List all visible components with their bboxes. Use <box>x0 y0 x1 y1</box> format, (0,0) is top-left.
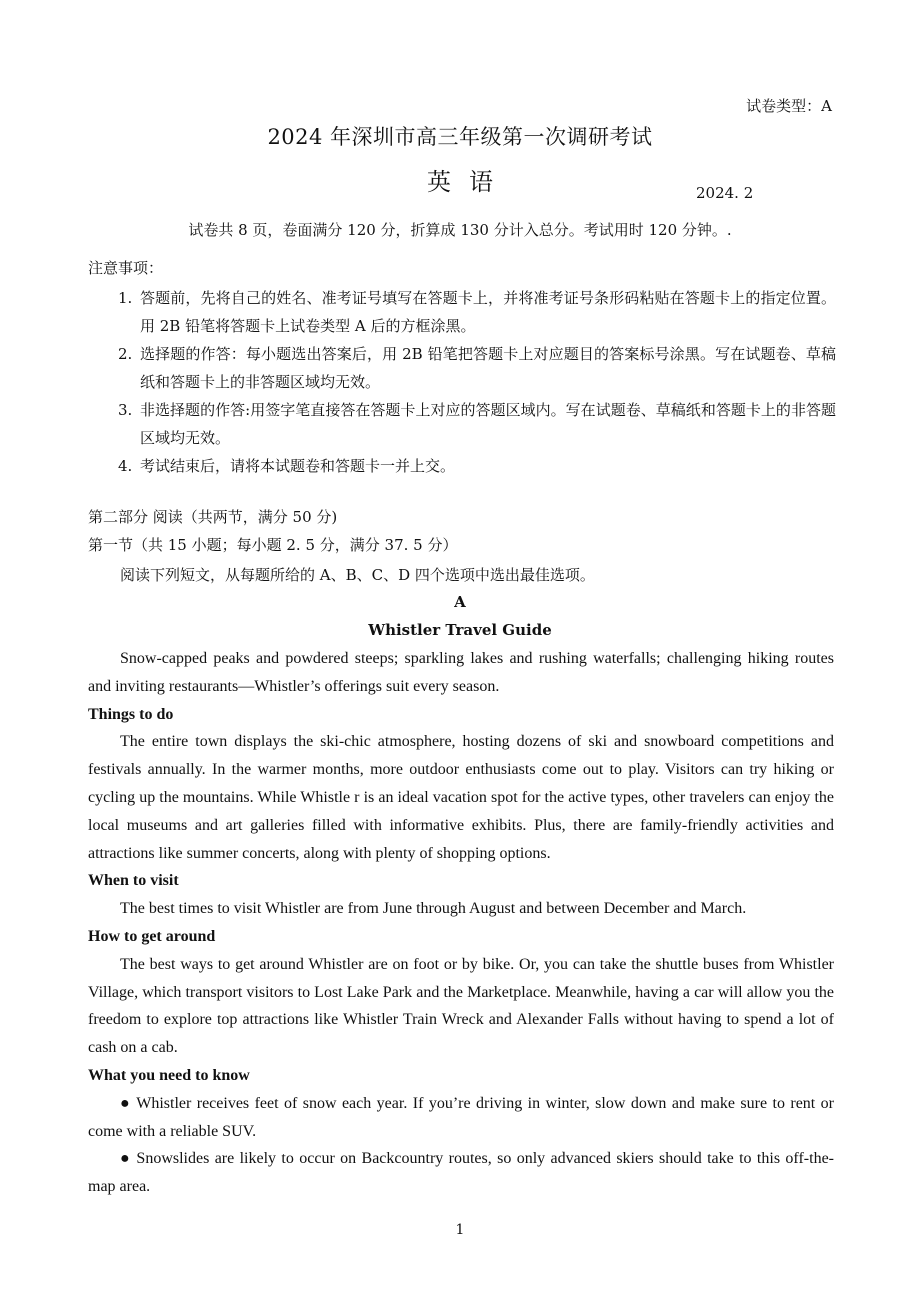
things-heading: Things to do <box>88 705 174 723</box>
passage-intro: Snow-capped peaks and powdered steeps; sparkling lakes and rushing waterfalls; challenging hiking routes and inviting restaurants—Whistler’s offerings suit every season. <box>88 650 834 695</box>
section-directions: 阅读下列短文，从每题所给的 A、B、C、D 四个选项中选出最佳选项。 <box>120 566 595 584</box>
passage-body <box>88 645 834 1201</box>
note-item <box>118 340 836 396</box>
paper-type-label: 试卷类型：A <box>746 97 832 115</box>
note-text: 非选择题的作答:用签字笔直接答在答题卡上对应的答题区域内。写在试题卷、草稿纸和答题卡上的非答题区域均无效。 <box>140 401 836 447</box>
note-text: 选择题的作答：每小题选出答案后，用 2B 铅笔把答题卡上对应题目的答案标号涂黑。写在试题卷、草稿纸和答题卡上的非答题区域均无效。 <box>140 345 836 391</box>
know-bullet: ● Whistler receives feet of snow each year. If you’re driving in winter, slow down and make sure to rent or come with a reliable SUV. <box>88 1094 834 1140</box>
know-bullet: ● Snowslides are likely to occur on Backcountry routes, so only advanced skiers should take to this off-the-map area. <box>88 1150 834 1196</box>
section-title: 第一节（共 15 小题；每小题 2. 5 分，满分 37. 5 分） <box>88 536 458 554</box>
paper-info: 试卷共 8 页，卷面满分 120 分，折算成 130 分计入总分。考试用时 120 分钟。. <box>188 221 732 239</box>
subject-title: 英语 <box>427 168 511 196</box>
note-number: 4. <box>118 457 133 475</box>
when-paragraph: The best times to visit Whistler are from June through August and between December and March. <box>120 900 747 918</box>
passage-label: A <box>454 593 466 611</box>
note-text: 答题前，先将自己的姓名、准考证号填写在答题卡上，并将准考证号条形码粘贴在答题卡上的指定位置。用 2B 铅笔将答题卡上试卷类型 A 后的方框涂黑。 <box>140 289 836 335</box>
exam-title: 2024 年深圳市高三年级第一次调研考试 <box>267 125 653 149</box>
passage-title: Whistler Travel Guide <box>368 621 552 639</box>
page-number: 1 <box>455 1222 465 1238</box>
exam-date: 2024. 2 <box>696 184 754 202</box>
part-title: 第二部分 阅读（共两节，满分 50 分) <box>88 508 338 526</box>
notes-heading: 注意事项： <box>88 259 164 277</box>
around-heading: How to get around <box>88 927 216 945</box>
know-heading: What you need to know <box>88 1066 250 1084</box>
note-item <box>118 452 836 480</box>
note-number: 3. <box>118 401 133 419</box>
when-heading: When to visit <box>88 872 179 890</box>
note-text: 考试结束后，请将本试题卷和答题卡一并上交。 <box>140 457 456 475</box>
note-number: 2. <box>118 345 133 363</box>
note-number: 1. <box>118 289 133 307</box>
note-item <box>118 396 836 452</box>
around-paragraph: The best ways to get around Whistler are on foot or by bike. Or, you can take the shuttle buses from Whistler Village, which transport visitors to Lost Lake Park and the Marketplace. Meanwhile, having a car will allow you the freedom to explore top attractions like Whistler Train Wreck and Alexander Falls without having to spend a lot of cash on a cab. <box>88 955 834 1057</box>
notes-list <box>118 284 836 480</box>
note-item <box>118 284 836 340</box>
things-paragraph: The entire town displays the ski-chic atmosphere, hosting dozens of ski and snowboard competitions and festivals annually. In the warmer months, more outdoor enthusiasts come out to play. Visitors can try hiking or cycling up the mountains. While Whistle r is an ideal vacation spot for the active types, other travelers can enjoy the local museums and art galleries filled with informative exhibits. Plus, there are family-friendly activities and attractions like summer concerts, along with plenty of shopping options. <box>88 733 834 862</box>
